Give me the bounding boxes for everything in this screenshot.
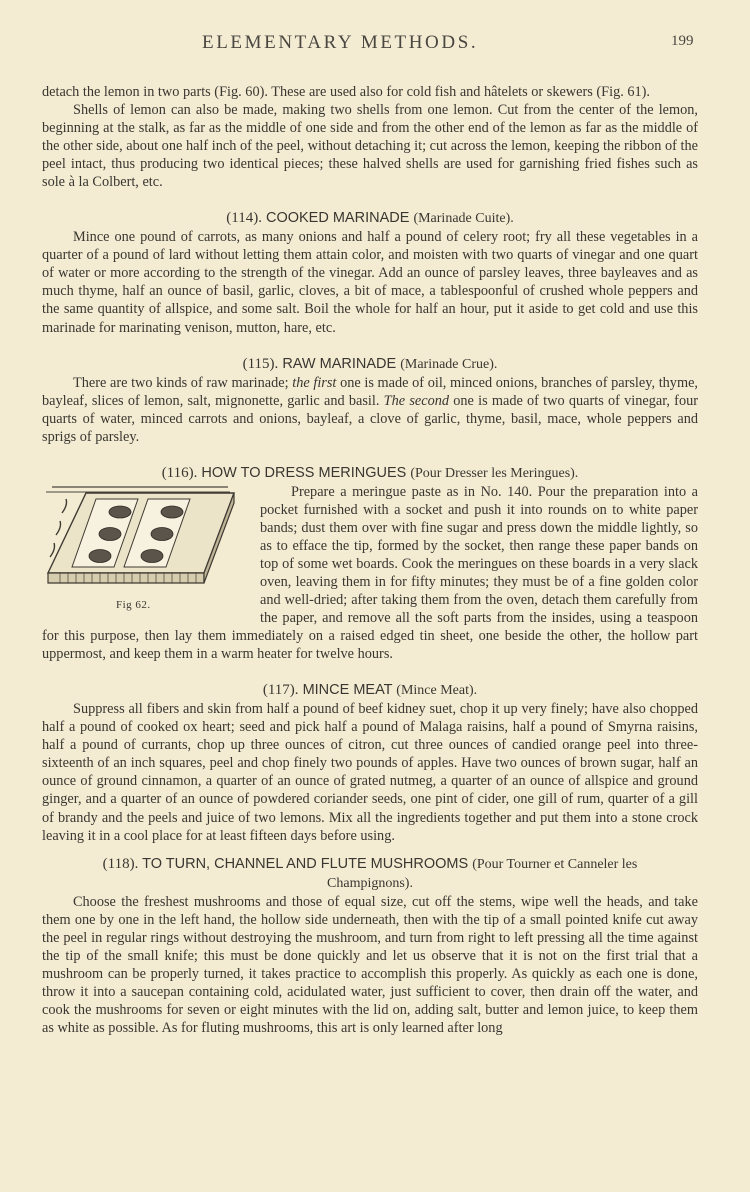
- section-number: (114).: [226, 210, 262, 227]
- section-118-heading: [42, 855, 698, 893]
- figure-caption: Fig 62.: [116, 598, 151, 611]
- section-114-text: Mince one pound of carrots, as many onions and half a pound of celery root; fry all these vegetables in a quarter of a pound of lard without letting them attain color, and moisten with two quarts of vinegar and one quart of water or more according to the strength of the vinegar. Add an ounce of parsley leaves, three bayleaves and as much thyme, half an ounce of basil, garlic, cloves, a bit of mace, a tablespoonful of crushed whole peppers and the same quantity of allspice, and some salt. Boil the whole for half an hour, put it aside to get cold and use this marinade for marinating venison, mutton, hare, etc.: [42, 229, 698, 336]
- page-number: 199: [671, 33, 694, 49]
- section-title: RAW MARINADE: [282, 355, 397, 372]
- section-title: COOKED MARINADE: [265, 210, 410, 227]
- emphasis-second: The second: [383, 392, 450, 409]
- text-run: one is made of two quarts of vinegar, four quarts of water, minced carrots and onions, bayleaf, a clove of garlic, thyme, basil, mace, whole peppers and sprigs of parsley.: [42, 392, 698, 445]
- section-subtitle-continued: Champignons).: [327, 875, 413, 891]
- section-115-text: [42, 374, 698, 446]
- body-text: [42, 83, 698, 1037]
- section-118-text: Choose the freshest mushrooms and those of equal size, cut off the stems, wipe well the heads, and take them one by one in the left hand, the hollow side underneath, then with the tip of a small pointed knife cut away the peel in regular rings without destroying the mushroom, and turn from right to left pressing all the time against the tip of the small knife; this must be done quickly and let us observe that it is not on the first trial that a mushroom can be properly turned, it takes practice to accomplish this properly. As quickly as each one is done, throw it into a saucepan containing cold, acidulated water, just sufficient to cover, then drain off the water, and cook the mushrooms for seven or eight minutes with the lid on, adding salt, butter and lemon juice, to keep them as white as possible. As for fluting mushrooms, this art is only learned after long: [42, 893, 698, 1036]
- section-number: (116).: [161, 464, 198, 481]
- section-number: (118).: [102, 855, 139, 872]
- meringue-board-figure: [40, 483, 244, 619]
- section-subtitle: (Pour Dresser les Meringues).: [410, 465, 579, 481]
- intro-paragraph-1: detach the lemon in two parts (Fig. 60). These are used also for cold fish and hâtelets or skewers (Fig. 61).: [42, 84, 650, 100]
- section-title: TO TURN, CHANNEL AND FLUTE MUSHROOMS: [142, 855, 469, 872]
- section-subtitle: (Pour Tourner et Canneler les: [472, 856, 638, 872]
- meringue-board-illustration: [40, 483, 244, 595]
- section-number: (115).: [242, 355, 279, 372]
- section-title: MINCE MEAT: [302, 682, 393, 699]
- text-run: There are two kinds of raw marinade;: [73, 374, 293, 391]
- section-number: (117).: [262, 682, 299, 699]
- section-title: HOW TO DRESS MERINGUES: [201, 464, 407, 481]
- text-run: one is made of oil, minced onions, branches of parsley, thyme, bayleaf, slices of lemon, salt, mignonette, garlic and basil.: [42, 374, 698, 409]
- section-116-heading: [42, 464, 698, 483]
- section-114-heading: [42, 209, 698, 228]
- section-subtitle: (Marinade Cuite).: [413, 211, 514, 227]
- section-subtitle: (Marinade Crue).: [400, 356, 498, 372]
- page-header: [0, 30, 750, 56]
- section-115-heading: [42, 355, 698, 374]
- section-117-text: Suppress all fibers and skin from half a pound of beef kidney suet, chop it up very finely; have also chopped half a pound of cooked ox heart; seed and pick half a pound of Malaga raisins, half a pound of Smyrna raisins, half a pound of currants, chop up three ounces of citron, cut three ounces of candied orange peel into three-sixteenth of an inch squares, peel and chop finely two pounds of apples. Have two ounces of brown sugar, half an ounce of ground cinnamon, a quarter of an ounce of grated nutmeg, a quarter of an ounce of allspice and ground ginger, and a quarter of an ounce of powdered coriander seeds, one pint of cider, one gill of rum, quarter of a gill of brandy and the peels and juice of two lemons. Mix all the ingredients together and put them into a stone crock leaving it in a cool place for at least fifteen days before using.: [42, 701, 698, 844]
- section-subtitle: (Mince Meat).: [396, 683, 478, 699]
- emphasis-first: the first: [292, 374, 337, 391]
- intro-paragraph-2: Shells of lemon can also be made, making two shells from one lemon. Cut from the center of the lemon, beginning at the stalk, as far as the middle of one side and from the other end of the lemon as far as the middle of the other side, about one half inch of the peel, without detaching it; cut across the lemon, keeping the ribbon of the peel intact, thus producing two identical pieces; these halved shells are used for garnishing fried fishes such as sole à la Colbert, etc.: [42, 102, 698, 191]
- section-117-heading: [42, 681, 698, 700]
- section-116-text: Prepare a meringue paste as in No. 140. Pour the preparation into a pocket furnished with a socket and push it into rounds on to white paper bands; dust them over with fine sugar and press down the middle lightly, so as to efface the tip, formed by the socket, then range these paper bands on top of some wet boards. Cook the meringues on these boards in a very slack oven, leaving them in for fifty minutes; they must be of a fine golden color and well-dried; after taking them from the oven, detach them carefully from the paper, and remove all the soft parts from the insides, using a teaspoon for this purpose, then lay them immediately on a raised edged tin sheet, one beside the other, the hollow part uppermost, and keep them in a warm heater for twelve hours.: [42, 483, 698, 663]
- running-head: ELEMENTARY METHODS.: [202, 32, 479, 53]
